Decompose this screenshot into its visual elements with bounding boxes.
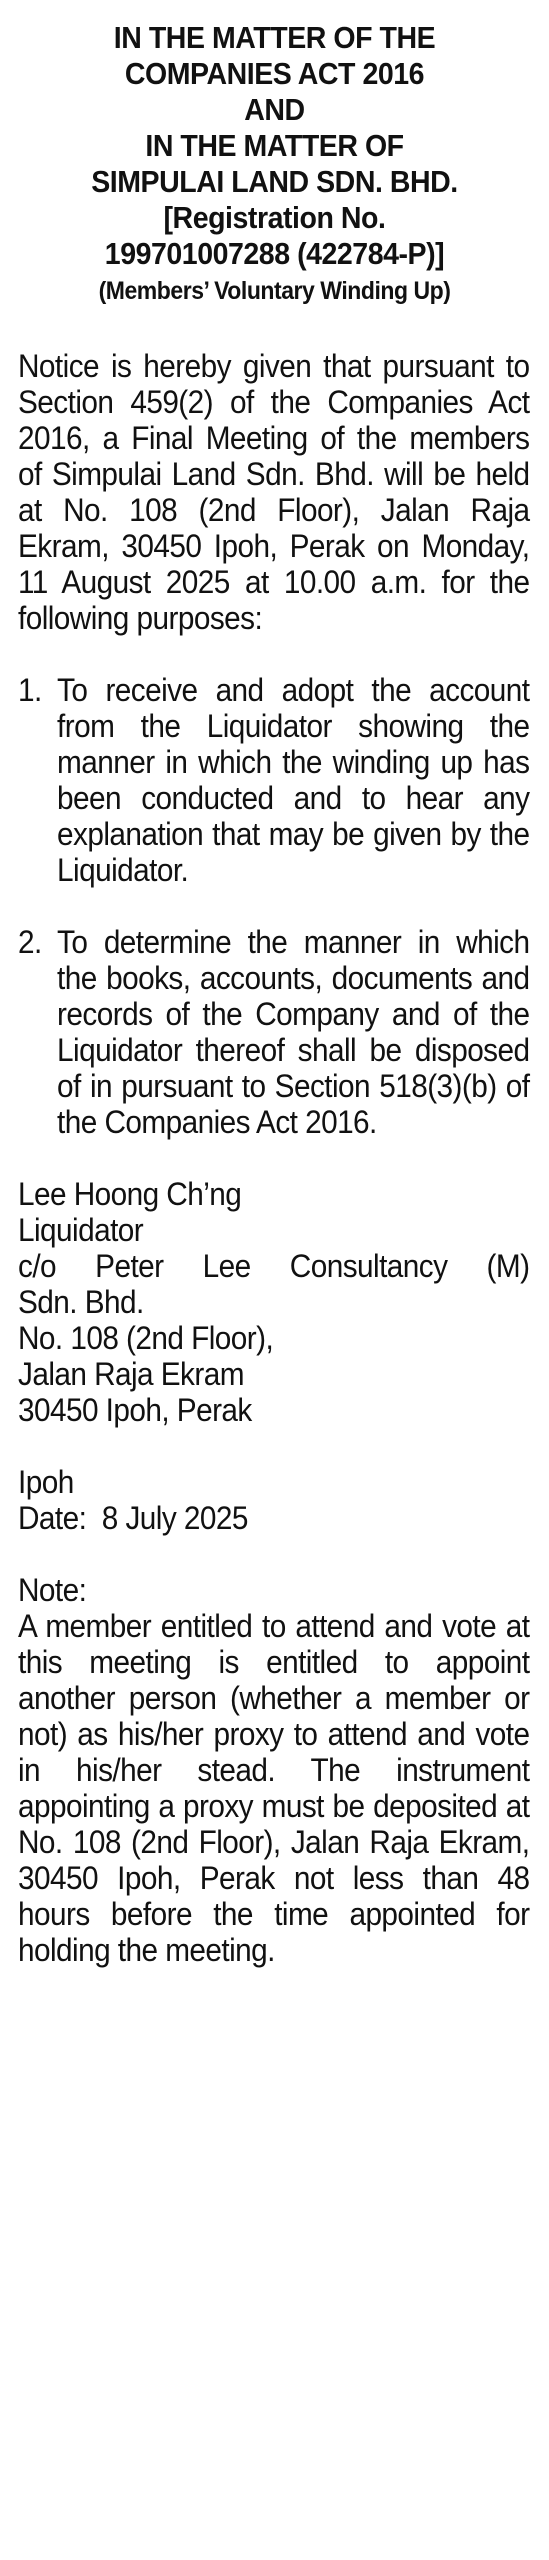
- note-text: A member entitled to attend and vote at this meeting is entitled to appoint another person (whether a member or not) as his/her proxy to attend and vote in his/her stead. The instrument appointing a proxy must be deposited at No. 108 (2nd Floor), Jalan Raja Ekram, 30450 Ipoh, Perak not less than 48 hours before the time appointed for holding the meeting.: [18, 1608, 530, 1968]
- address-line: No. 108 (2nd Floor),: [18, 1320, 274, 1356]
- purpose-item: [18, 924, 530, 1140]
- notice-date: Date: 8 July 2025: [18, 1500, 248, 1536]
- notice-heading: [39, 20, 511, 308]
- heading-line: AND: [244, 92, 305, 127]
- spacer: [18, 1536, 530, 1572]
- notice-place: Ipoh: [18, 1464, 74, 1500]
- purpose-item: [18, 672, 530, 888]
- registration-number: 199701007288 (422784-P)]: [104, 236, 445, 271]
- firm-name-suffix: Sdn. Bhd.: [18, 1284, 144, 1320]
- spacer: [18, 308, 531, 348]
- heading-line: COMPANIES ACT 2016: [124, 56, 425, 91]
- spacer: [18, 636, 530, 672]
- spacer: [18, 888, 530, 924]
- address-line: Jalan Raja Ekram: [18, 1356, 244, 1392]
- heading-line: IN THE MATTER OF THE: [113, 20, 436, 55]
- purpose-text: To receive and adopt the account from the Liquidator showing the manner in which the winding up has been conducted and to hear any explanation that may be given by the Liquidator.: [57, 672, 530, 888]
- winding-up-type: (Members’ Voluntary Winding Up): [98, 277, 451, 305]
- intro-paragraph: Notice is hereby given that pursuant to Section 459(2) of the Companies Act 2016, a Final Meeting of the members of Simpulai Land Sdn. Bhd. will be held at No. 108 (2nd Floor), Jalan Raja Ekram, 30450 Ipoh, Perak on Monday, 11 August 2025 at 10.00 a.m. for the following purposes:: [18, 348, 530, 636]
- spacer: [18, 1428, 530, 1464]
- spacer: [18, 1140, 530, 1176]
- registration-label: [Registration No.: [163, 200, 386, 235]
- signatory-role: Liquidator: [18, 1212, 144, 1248]
- address-line: 30450 Ipoh, Perak: [18, 1392, 252, 1428]
- firm-name: c/o Peter Lee Consultancy (M): [18, 1248, 530, 1284]
- purpose-text: To determine the manner in which the books, accounts, documents and records of the Company and of the Liquidator thereof shall be disposed of in pursuant to Section 518(3)(b) of the Companies Act 2016.: [57, 924, 530, 1140]
- note-label: Note:: [18, 1572, 87, 1608]
- purpose-number: 2.: [18, 924, 42, 960]
- signatory-block: [18, 1176, 530, 1428]
- signatory-name: Lee Hoong Ch’ng: [18, 1176, 242, 1212]
- heading-line: IN THE MATTER OF: [145, 128, 404, 163]
- purpose-number: 1.: [18, 672, 42, 708]
- company-name: SIMPULAI LAND SDN. BHD.: [91, 164, 458, 199]
